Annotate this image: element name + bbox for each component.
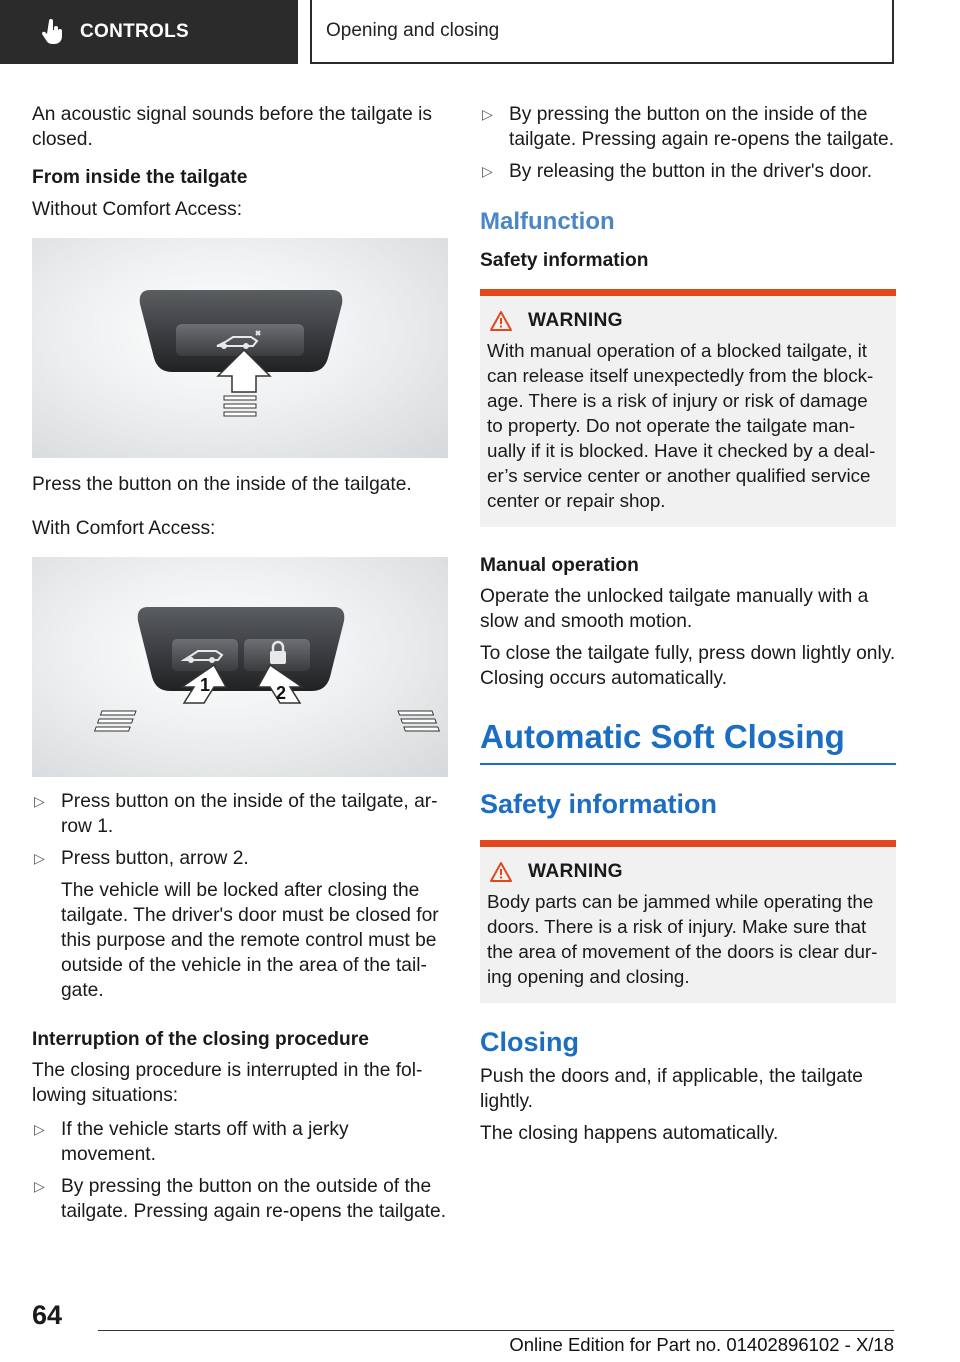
warning-label: WARNING	[528, 861, 623, 882]
tailgate-button-image	[32, 238, 448, 458]
bullet-list	[32, 1117, 448, 1224]
paragraph: Without Comfort Access:	[32, 199, 243, 220]
footer-rule	[98, 1330, 894, 1331]
paragraph: To close the tailgate fully, press down lightly only. Closing occurs automatically.	[480, 643, 896, 689]
list-item	[32, 846, 448, 1003]
list-item-text: By pressing the button on the inside of the tailgate. Pressing again re-opens the tailgate.	[509, 104, 895, 150]
paragraph: An acoustic signal sounds before the tailgate is closed.	[32, 104, 432, 150]
list-item-text: Press button, arrow 2.	[61, 848, 249, 869]
arrow-label: 2	[276, 683, 287, 703]
section-heading: Closing	[480, 1027, 579, 1057]
list-item-text: By pressing the button on the outside of the tailgate. Pressing again re-opens the tailgate.	[61, 1176, 447, 1222]
chapter-title: Opening and closing	[326, 20, 500, 41]
bullet-triangle-icon: ▷	[482, 163, 493, 179]
footer-edition: Online Edition for Part no. 01402896102 - X/18	[509, 1334, 894, 1355]
list-item	[32, 1117, 448, 1167]
paragraph: With Comfort Access:	[32, 518, 216, 539]
list-item-continuation: The vehicle will be locked after closing the tailgate. The driver's door must be closed for this purpose and the remote control must be outside of the vehicle in the area of the tail-gate.	[61, 880, 439, 1001]
paragraph: Push the doors and, if applicable, the tailgate lightly.	[480, 1066, 863, 1112]
subheading: Interruption of the closing procedure	[32, 1029, 369, 1050]
list-item	[480, 102, 896, 152]
subheading: Safety information	[480, 250, 649, 271]
right-column	[480, 102, 896, 1146]
list-item-text: Press button on the inside of the tailgate, ar-row 1.	[61, 791, 438, 837]
chapter-header	[310, 0, 894, 64]
arrow-up-icon	[258, 665, 439, 731]
warning-label: WARNING	[528, 310, 623, 331]
bullet-triangle-icon: ▷	[34, 1121, 45, 1137]
warning-text: With manual operation of a blocked tailgate, it can release itself unexpectedly from the block-age. There is a risk of injury or risk of damage to property. Do not operate the tailgate man-ually if it is blocked. Have it checked by a deal-er’s service center or another qualified service center or repair shop.	[487, 340, 876, 511]
bullet-triangle-icon: ▷	[482, 106, 493, 122]
section-heading: Safety information	[480, 789, 718, 819]
list-item	[480, 159, 896, 184]
warning-text: Body parts can be jammed while operating the doors. There is a risk of injury. Make sure that the area of movement of the doors is clear dur-ing opening and closing.	[487, 891, 878, 987]
subheading: From inside the tailgate	[32, 167, 248, 188]
page-number: 64	[32, 1300, 63, 1330]
bullet-triangle-icon: ▷	[34, 850, 45, 866]
list-item-text: By releasing the button in the driver's door.	[509, 161, 873, 182]
section-title: CONTROLS	[80, 21, 190, 42]
warning-box	[480, 840, 896, 1003]
bullet-triangle-icon: ▷	[34, 1178, 45, 1194]
list-item	[32, 789, 448, 839]
bullet-list	[480, 102, 896, 184]
paragraph: The closing happens automatically.	[480, 1123, 779, 1144]
list-item	[32, 1174, 448, 1224]
warning-triangle-icon	[489, 861, 513, 883]
comfort-access-buttons-image	[32, 557, 448, 777]
image-caption: Press the button on the inside of the tailgate.	[32, 474, 412, 495]
warning-triangle-icon	[489, 310, 513, 332]
paragraph: Operate the unlocked tailgate manually with a slow and smooth motion.	[480, 586, 869, 632]
left-column	[32, 102, 448, 1224]
list-item-text: If the vehicle starts off with a jerky movement.	[61, 1119, 349, 1165]
arrow-label: 1	[200, 675, 211, 695]
chapter-heading: Automatic Soft Closing	[480, 718, 845, 755]
warning-box	[480, 289, 896, 527]
bullet-list	[32, 789, 448, 1003]
paragraph: The closing procedure is interrupted in the fol-lowing situations:	[32, 1060, 423, 1106]
section-tab	[0, 0, 298, 64]
bullet-triangle-icon: ▷	[34, 793, 45, 809]
hand-pointer-icon	[40, 19, 66, 45]
subheading: Manual operation	[480, 555, 639, 576]
section-heading: Malfunction	[480, 208, 615, 235]
chapter-heading-rule	[480, 717, 896, 765]
